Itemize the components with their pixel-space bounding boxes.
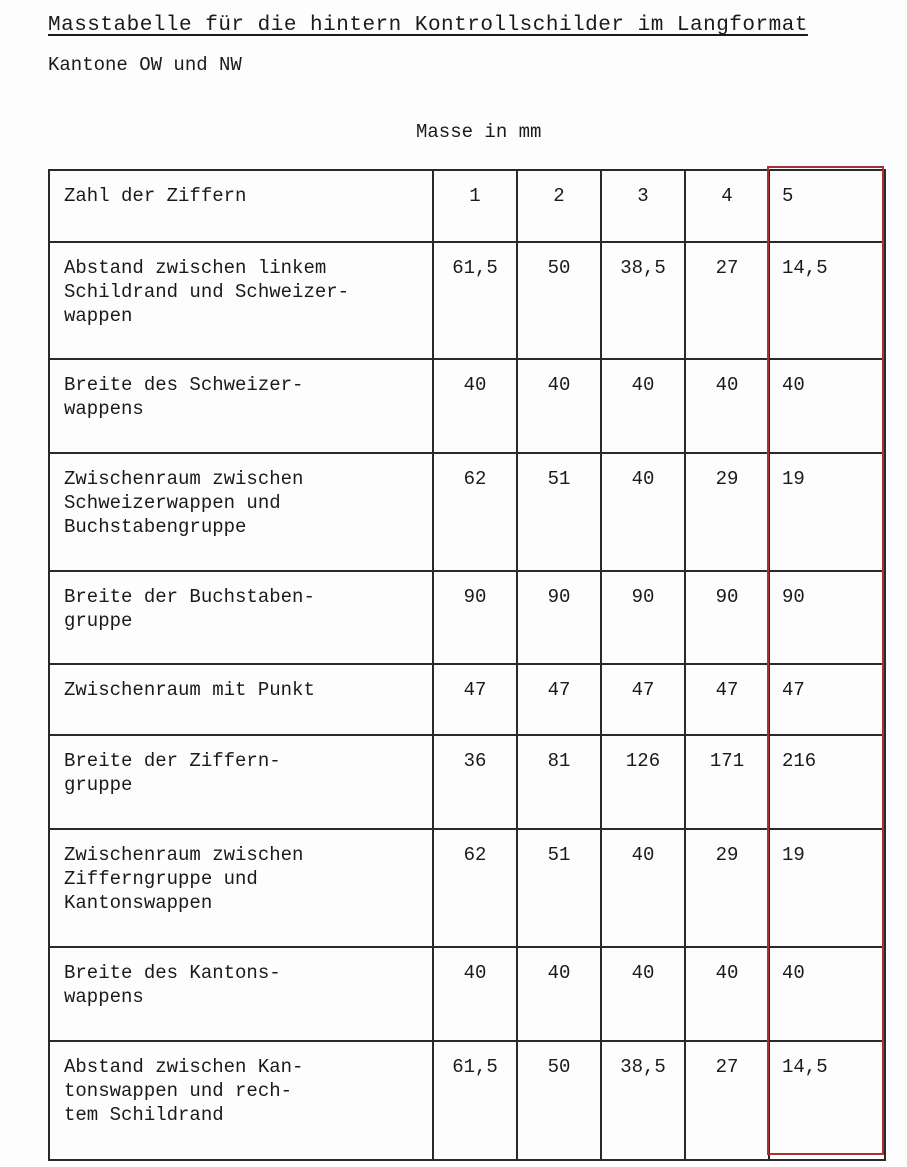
table-cell: 40 [601,829,685,947]
column-header: 4 [685,170,769,242]
table-cell: 40 [685,947,769,1041]
document-subtitle: Kantone OW und NW [48,54,242,76]
table-cell: 81 [517,735,601,829]
dimension-table [48,169,886,1161]
table-cell: 38,5 [601,1041,685,1160]
column-header: 3 [601,170,685,242]
table-cell: 51 [517,829,601,947]
table-cell: 47 [433,664,517,735]
row-label: Breite der Buchstaben- gruppe [49,571,433,664]
table-cell: 40 [433,947,517,1041]
table-cell: 27 [685,242,769,359]
table-cell: 51 [517,453,601,571]
table-cell: 38,5 [601,242,685,359]
table-cell: 47 [769,664,885,735]
table-cell: 19 [769,829,885,947]
table-row [49,829,885,947]
table-cell: 126 [601,735,685,829]
row-label: Abstand zwischen Kan- tonswappen und rech- tem Schildrand [49,1041,433,1160]
table-row [49,735,885,829]
table-row [49,359,885,453]
units-label: Masse in mm [416,121,542,143]
table-cell: 29 [685,453,769,571]
document-title: Masstabelle für die hintern Kontrollschilder im Langformat [48,14,808,37]
table-cell: 40 [685,359,769,453]
table-cell: 61,5 [433,242,517,359]
table-row [49,1041,885,1160]
table-cell: 90 [769,571,885,664]
table-cell: 47 [601,664,685,735]
table-cell: 50 [517,1041,601,1160]
table-cell: 50 [517,242,601,359]
table-cell: 47 [517,664,601,735]
row-label: Breite des Schweizer- wappens [49,359,433,453]
row-label: Zwischenraum zwischen Schweizerwappen und Buchstabengruppe [49,453,433,571]
table-row [49,947,885,1041]
table-row [49,664,885,735]
row-label: Zwischenraum zwischen Zifferngruppe und Kantonswappen [49,829,433,947]
table-cell: 40 [601,947,685,1041]
table-row [49,453,885,571]
table-cell: 90 [517,571,601,664]
table-cell: 27 [685,1041,769,1160]
column-header: 2 [517,170,601,242]
table-cell: 40 [517,359,601,453]
header-label-cell: Zahl der Ziffern [49,170,433,242]
column-header: 1 [433,170,517,242]
table-row [49,242,885,359]
table-cell: 90 [601,571,685,664]
table-cell: 216 [769,735,885,829]
table-cell: 14,5 [769,1041,885,1160]
table-cell: 171 [685,735,769,829]
table-cell: 40 [517,947,601,1041]
table-cell: 62 [433,829,517,947]
table-cell: 40 [769,359,885,453]
table-cell: 90 [433,571,517,664]
table-cell: 40 [769,947,885,1041]
row-label: Abstand zwischen linkem Schildrand und Schweizer- wappen [49,242,433,359]
table-cell: 29 [685,829,769,947]
row-label: Zwischenraum mit Punkt [49,664,433,735]
table-cell: 36 [433,735,517,829]
table-cell: 61,5 [433,1041,517,1160]
table-cell: 62 [433,453,517,571]
column-header: 5 [769,170,885,242]
table-cell: 40 [601,453,685,571]
table-row [49,571,885,664]
row-label: Breite des Kantons- wappens [49,947,433,1041]
table-cell: 40 [601,359,685,453]
table-header-row [49,170,885,242]
row-label: Breite der Ziffern- gruppe [49,735,433,829]
table-cell: 90 [685,571,769,664]
table-cell: 47 [685,664,769,735]
table-cell: 40 [433,359,517,453]
table-cell: 19 [769,453,885,571]
table-cell: 14,5 [769,242,885,359]
